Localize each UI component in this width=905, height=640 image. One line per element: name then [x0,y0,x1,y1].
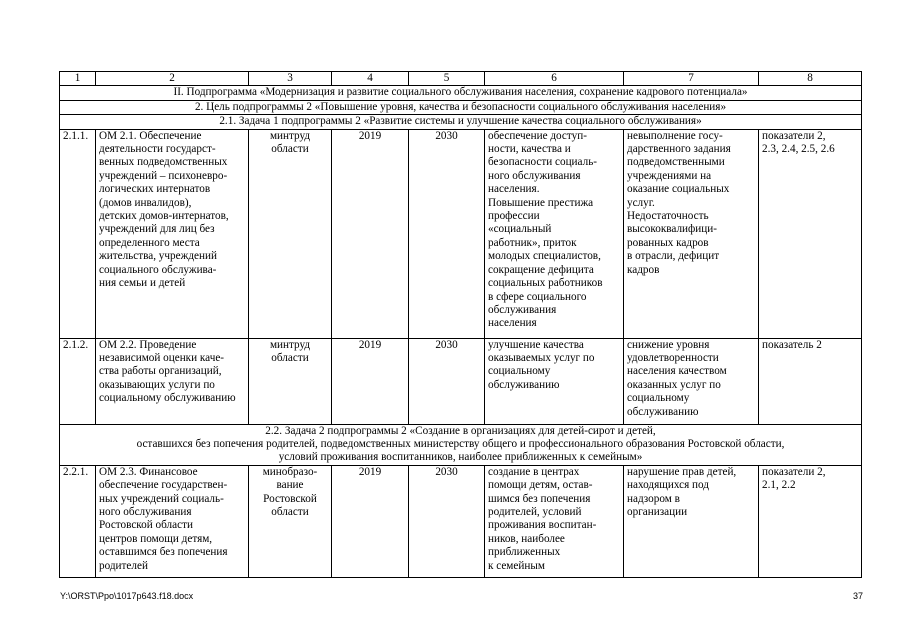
task-title: 2.2. Задача 2 подпрограммы 2 «Создание в организациях для детей-сирот и детей, оставшихся без попечения родителей, подведомственных министерству общего и профессионального образования Ростовской области, условий проживания воспитанников, наиболее приближенных к семейным» [60,424,862,465]
task-title: 2.1. Задача 1 подпрограммы 2 «Развитие системы и улучшение качества социального обслуживания» [60,115,862,129]
subprogram-title: II. Подпрограмма «Модернизация и развитие социального обслуживания населения, сохранение кадрового потенциала» [60,86,862,100]
activity-name: ОМ 2.2. Проведение независимой оценки каче- ства работы организаций, оказывающих услуги по социальному обслуживанию [96,338,249,424]
column-number: 5 [409,72,485,86]
page-number: 37 [852,591,863,601]
column-number: 3 [249,72,332,86]
goal-title: 2. Цель подпрограммы 2 «Повышение уровня, качества и безопасности социального обслуживания населения» [60,100,862,114]
executor: минтруд области [249,338,332,424]
table-row [60,129,862,338]
task-row [60,424,862,465]
column-number: 6 [485,72,624,86]
indicators: показатель 2 [759,338,862,424]
end-year: 2030 [409,338,485,424]
start-year: 2019 [332,465,409,577]
non-implementation-consequences: нарушение прав детей, находящихся под надзором в организации [624,465,759,577]
program-activities-table [59,71,862,578]
goal-row [60,100,862,114]
table-row [60,338,862,424]
non-implementation-consequences: снижение уровня удовлетворенности населения качеством оказанных услуг по социальному обслуживанию [624,338,759,424]
subprogram-row [60,86,862,100]
row-number: 2.1.1. [60,129,96,338]
task-row [60,115,862,129]
start-year: 2019 [332,338,409,424]
non-implementation-consequences: невыполнение госу- дарственного задания подведомственными учреждениями на оказание социальных услуг. Недостаточность высококвалифици- рованных кадров в отрасли, дефицит кадров [624,129,759,338]
expected-result: обеспечение доступ- ности, качества и безопасности социаль- ного обслуживания населения. Повышение престижа профессии «социальный работник», приток молодых специалистов, сокращение дефицита социальных работников в сфере социального обслуживания населения [485,129,624,338]
activity-name: ОМ 2.3. Финансовое обеспечение государствен- ных учреждений социаль- ного обслуживания Ростовской области центров помощи детям, оставшимся без попечения родителей [96,465,249,577]
row-number: 2.2.1. [60,465,96,577]
activity-name: ОМ 2.1. Обеспечение деятельности государст- венных подведомственных учреждений – психоневро- логических интернатов (домов инвалидов), детских домов-интернатов, учреждений для лиц без определенного места жительства, учреждений социального обслужива- ния семьи и детей [96,129,249,338]
expected-result: улучшение качества оказываемых услуг по социальному обслуживанию [485,338,624,424]
row-number: 2.1.2. [60,338,96,424]
end-year: 2030 [409,129,485,338]
indicators: показатели 2, 2.1, 2.2 [759,465,862,577]
column-number: 7 [624,72,759,86]
column-number: 2 [96,72,249,86]
column-number: 4 [332,72,409,86]
column-number: 1 [60,72,96,86]
column-number: 8 [759,72,862,86]
executor: минобразо- вание Ростовской области [249,465,332,577]
footer-file-path: Y:\ORST\Ppo\1017p643.f18.docx [60,591,194,601]
expected-result: создание в центрах помощи детям, остав- шимся без попечения родителей, условий проживания воспитан- ников, наиболее приближенных к семейным [485,465,624,577]
indicators: показатели 2, 2.3, 2.4, 2.5, 2.6 [759,129,862,338]
executor: минтруд области [249,129,332,338]
table-row [60,465,862,577]
start-year: 2019 [332,129,409,338]
end-year: 2030 [409,465,485,577]
column-number-row [60,72,862,86]
